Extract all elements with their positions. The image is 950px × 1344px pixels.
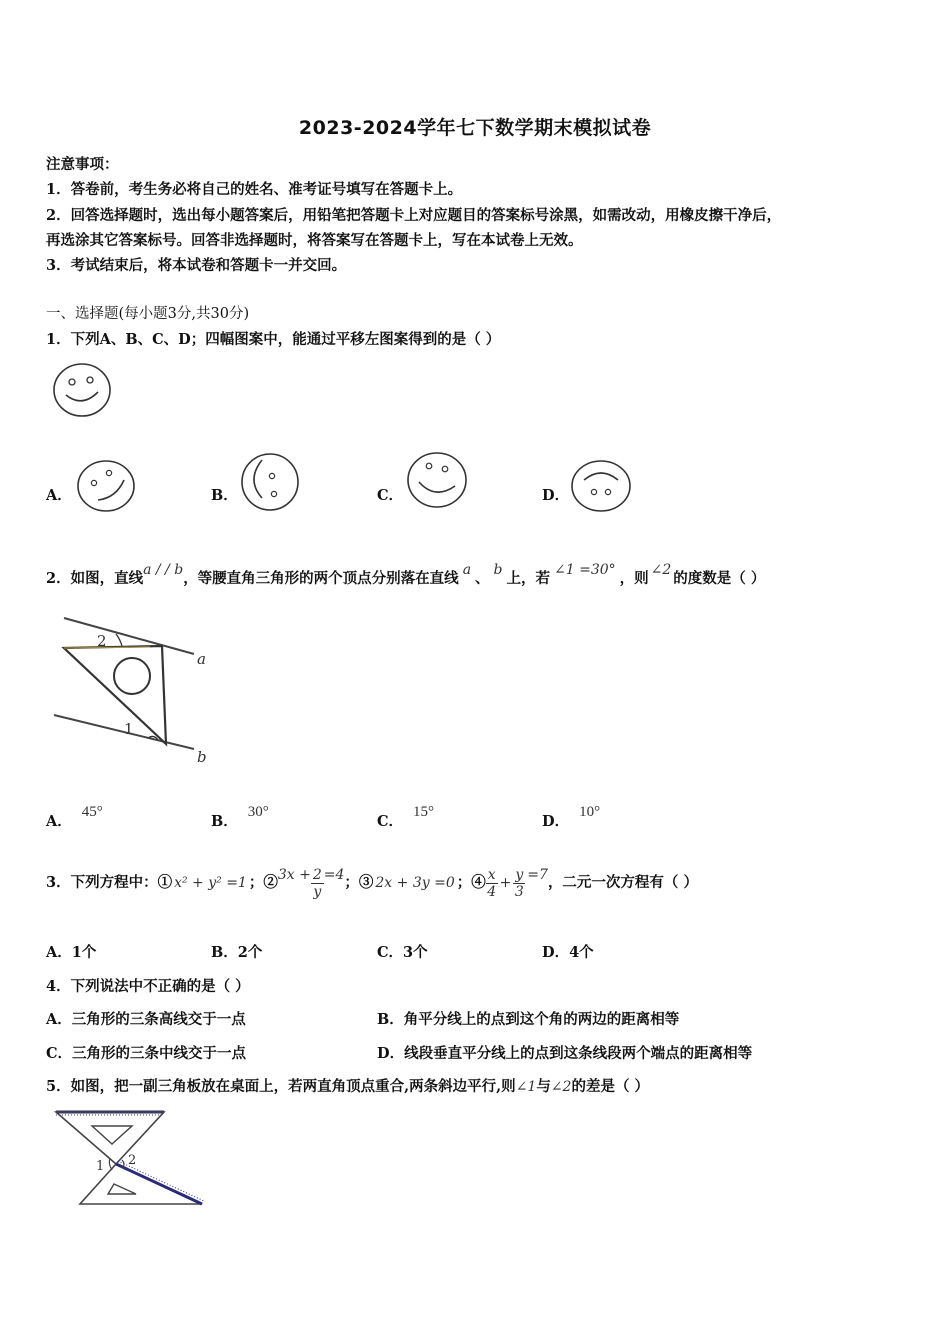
q5-text: 的差是（ ） — [571, 1078, 650, 1095]
figure-label-angle-1: 1 — [124, 720, 134, 738]
option-value: 10° — [579, 804, 601, 820]
q3-text: ；④ — [456, 874, 486, 891]
smiley-option-c-figure — [405, 450, 471, 510]
figure-label-line-a: a — [197, 650, 206, 668]
q3-equation-2b: =4 — [323, 867, 345, 883]
option-label: A． — [46, 813, 72, 830]
q4-option-d[interactable]: D．线段垂直平分线上的点到这条线段两个端点的距离相等 — [377, 1045, 753, 1062]
page-title: 2023-2024学年七下数学期末模拟试卷 — [298, 117, 652, 139]
q2-math-b: b — [493, 562, 503, 578]
notice-heading: 注意事项： — [46, 156, 119, 173]
option-value: 30° — [247, 804, 269, 820]
set-squares-figure — [52, 1108, 208, 1212]
option-label: B． — [211, 813, 238, 830]
q2-option-d[interactable] — [542, 804, 601, 831]
q3-text: 3．下列方程中：① — [46, 874, 173, 891]
notice-item: 再选涂其它答案标号。回答非选择题时，将答案写在答题卡上，写在本试卷上无效。 — [46, 232, 583, 249]
q3-equation-4-rhs: =7 — [527, 867, 548, 883]
option-c-label[interactable]: C． — [377, 487, 404, 504]
parallel-lines-triangle-figure — [50, 612, 220, 772]
question-5-stem — [46, 1075, 649, 1096]
q5-text: 5．如图，把一副三角板放在桌面上，若两直角顶点重合,两条斜边平行,则 — [46, 1078, 516, 1095]
q2-option-c[interactable] — [377, 804, 435, 831]
q3-equation-3: 2x + 3y =0 — [375, 875, 455, 891]
q2-math-angle2: ∠2 — [650, 562, 672, 578]
numerator: y — [515, 866, 524, 883]
figure-label-angle-1: 1 — [96, 1159, 105, 1174]
q2-text: 2．如图，直线 — [46, 570, 144, 587]
figure-label-line-b: b — [197, 748, 207, 766]
q3-option-d[interactable]: D．4个 — [542, 944, 594, 961]
q4-option-b[interactable]: B．角平分线上的点到这个角的两边的距离相等 — [377, 1011, 680, 1028]
q5-text: 与 — [536, 1078, 551, 1095]
q2-option-b[interactable] — [211, 804, 269, 831]
denominator: 4 — [487, 883, 497, 900]
denominator: 3 — [514, 883, 524, 900]
figure-label-angle-2: 2 — [97, 632, 107, 650]
q3-plus: + — [499, 875, 512, 891]
q5-math-angle2: ∠2 — [550, 1079, 572, 1095]
denominator: y — [313, 883, 322, 900]
option-value: 15° — [413, 804, 435, 820]
q3-equation-2a: 3x + — [277, 867, 311, 883]
notice-item: 2．回答选择题时，选出每小题答案后，用铅笔把答题卡上对应题目的答案标号涂黑，如需改动，用橡皮擦干净后， — [46, 207, 782, 224]
smiley-option-d-figure — [570, 458, 634, 514]
q4-option-a[interactable]: A．三角形的三条高线交于一点 — [46, 1011, 246, 1028]
q3-fraction — [311, 867, 324, 900]
q2-text: ，等腰直角三角形的两个顶点分别落在直线 — [183, 570, 459, 587]
q3-option-c[interactable]: C．3个 — [377, 944, 428, 961]
q2-math-a: a — [462, 562, 472, 578]
question-4-stem: 4．下列说法中不正确的是（ ） — [46, 978, 250, 995]
q3-equation-1: x² + y² =1 — [174, 875, 247, 891]
q3-fraction — [486, 867, 498, 900]
q2-math-parallel: a / / b — [143, 562, 184, 578]
option-b-label[interactable]: B． — [211, 487, 238, 504]
notice-item: 1．答卷前，考生务必将自己的姓名、准考证号填写在答题卡上。 — [46, 181, 463, 198]
q2-text: 上，若 — [506, 570, 551, 587]
option-d-label[interactable]: D． — [542, 487, 570, 504]
smiley-original-figure — [50, 362, 116, 420]
numerator: 2 — [312, 866, 322, 883]
question-3-stem — [46, 866, 698, 900]
option-a-label[interactable]: A． — [46, 487, 72, 504]
q2-text: 、 — [475, 570, 490, 587]
q3-text: ；② — [248, 874, 278, 891]
q3-option-a[interactable]: A．1个 — [46, 944, 97, 961]
q5-math-angle1: ∠1 — [515, 1079, 537, 1095]
question-1-stem: 1．下列A、B、C、D；四幅图案中，能通过平移左图案得到的是（ ） — [46, 331, 501, 348]
option-label: C． — [377, 813, 404, 830]
q3-option-b[interactable]: B．2个 — [211, 944, 263, 961]
figure-label-angle-2: 2 — [128, 1153, 137, 1168]
q2-text: ，则 — [619, 570, 649, 587]
q3-text: ；③ — [344, 874, 374, 891]
option-label: D． — [542, 813, 570, 830]
smiley-option-b-figure — [240, 452, 302, 514]
section-heading: 一、选择题(每小题3分,共30分) — [46, 306, 250, 322]
q2-math-angle1: ∠1 =30° — [554, 562, 616, 578]
option-value: 45° — [81, 804, 103, 820]
q3-text: ，二元一次方程有（ ） — [547, 874, 698, 891]
question-2-stem — [46, 562, 766, 588]
q4-option-c[interactable]: C．三角形的三条中线交于一点 — [46, 1045, 247, 1062]
q2-option-a[interactable] — [46, 804, 103, 831]
notice-item: 3．考试结束后，将本试卷和答题卡一并交回。 — [46, 257, 347, 274]
q2-text: 的度数是（ ） — [673, 570, 766, 587]
smiley-option-a-figure — [76, 458, 138, 514]
numerator: x — [487, 866, 496, 883]
q3-fraction — [513, 867, 525, 900]
